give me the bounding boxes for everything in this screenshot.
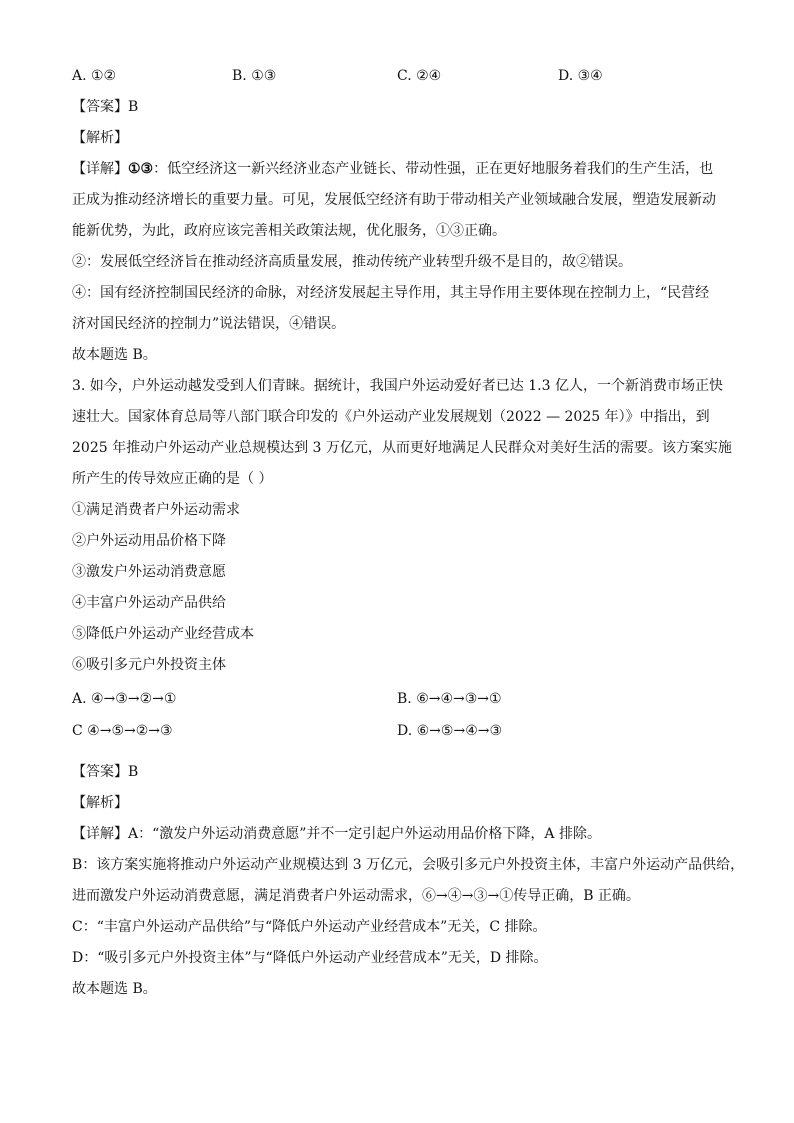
q2-option-c: C. ②④ [397, 68, 442, 84]
q2-detail-text: ：低空经济这一新兴经济业态产业链长、带动性强，正在更好地服务着我们的生产生活，也 [153, 161, 714, 177]
q3-detail-line-5: D：“吸引多元户外投资主体”与“降低户外运动产业经营成本”无关，D 排除。 [72, 950, 548, 966]
q2-conclusion: 故本题选 B。 [72, 347, 157, 363]
q3-stem-line-2: 速壮大。国家体育总局等八部门联合印发的《户外运动产业发展规划（2022 — 2025 年）》中指出，到 [72, 409, 710, 425]
q2-option-b: B. ①③ [232, 68, 277, 84]
q3-option-a: A. ④→③→②→① [72, 691, 177, 707]
q2-detail-line-6: 济对国民经济的控制力”说法错误，④错误。 [72, 316, 346, 332]
q3-item-3: ③激发户外运动消费意愿 [72, 564, 226, 580]
q3-item-5: ⑤降低户外运动产业经营成本 [72, 626, 254, 642]
q3-item-1: ①满足消费者户外运动需求 [72, 502, 240, 518]
q3-analysis-heading: 【解析】 [72, 795, 128, 811]
q3-detail-line-2: B：该方案实施将推动户外运动产业规模达到 3 万亿元，会吸引多元户外投资主体，丰富户外运动产品供给， [72, 857, 745, 873]
q3-detail-line-4: C：“丰富户外运动产品供给”与“降低户外运动产业经营成本”无关，C 排除。 [72, 919, 547, 935]
q2-detail-line-2: 正成为推动经济增长的重要力量。可见，发展低空经济有助于带动相关产业领域融合发展，塑造发展新动 [72, 192, 716, 208]
q3-stem-line-3: 2025 年推动户外运动产业总规模达到 3 万亿元，从而更好地满足人民群众对美好生活的需要。该方案实施 [72, 440, 732, 456]
q2-option-d: D. ③④ [558, 68, 603, 84]
q2-detail-line-4: ②：发展低空经济旨在推动经济高质量发展，推动传统产业转型升级不是目的，故②错误。 [72, 254, 632, 270]
q2-detail-tag: 【详解】 [72, 161, 128, 177]
q2-detail-nums: ①③ [128, 161, 154, 177]
q3-option-b: B. ⑥→④→③→① [397, 691, 502, 707]
q2-detail-line-1 [72, 159, 713, 179]
q2-detail-line-5: ④：国有经济控制国民经济的命脉，对经济发展起主导作用，其主导作用主要体现在控制力上，“民营经 [72, 285, 710, 301]
q3-answer: 【答案】B [72, 764, 139, 780]
q3-stem-line-4: 所产生的传导效应正确的是（ ） [72, 471, 273, 487]
q3-detail-tag: 【详解】 [72, 826, 128, 842]
q3-detail-line-3: 进而激发户外运动消费意愿，满足消费者户外运动需求，⑥→④→③→①传导正确，B 正确。 [72, 888, 640, 904]
q2-option-a: A. ①② [72, 68, 117, 84]
q2-analysis-heading: 【解析】 [72, 130, 128, 146]
q3-stem-line-1: 3. 如今，户外运动越发受到人们青睐。据统计，我国户外运动爱好者已达 1.3 亿人，一个新消费市场正快 [72, 378, 723, 394]
q3-option-c: C ④→⑤→②→③ [72, 723, 173, 739]
q2-detail-line-3: 能新优势，为此，政府应该完善相关政策法规，优化服务，①③正确。 [72, 223, 506, 239]
q3-detail-text: A：“激发户外运动消费意愿”并不一定引起户外运动用品价格下降，A 排除。 [128, 826, 601, 842]
q3-detail-line-1 [72, 824, 601, 844]
q3-item-6: ⑥吸引多元户外投资主体 [72, 657, 226, 673]
q2-answer: 【答案】B [72, 99, 139, 115]
q3-conclusion: 故本题选 B。 [72, 981, 157, 997]
q3-item-2: ②户外运动用品价格下降 [72, 533, 226, 549]
q3-item-4: ④丰富户外运动产品供给 [72, 595, 226, 611]
q3-option-d: D. ⑥→⑤→④→③ [397, 723, 503, 739]
